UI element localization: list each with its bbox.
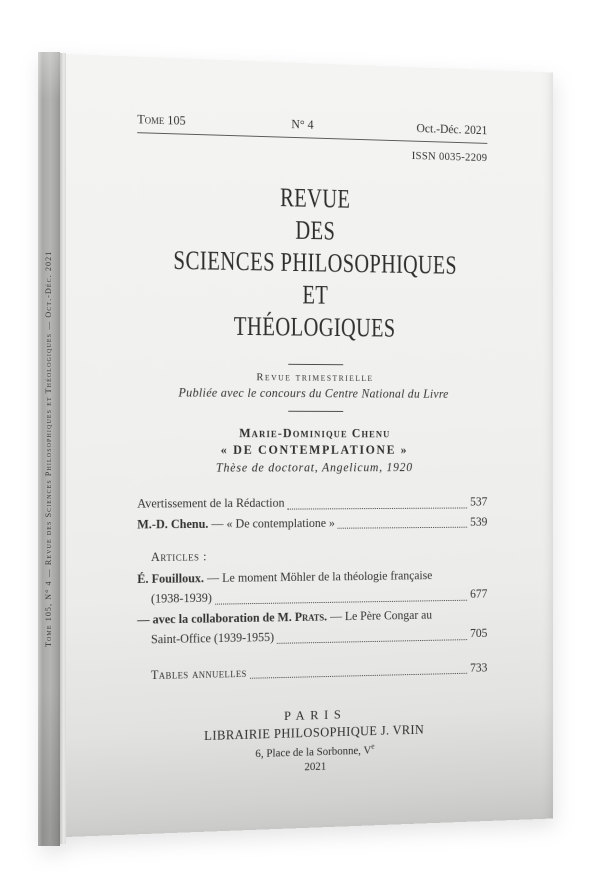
toc-page-number: 677 <box>470 586 488 601</box>
table-of-contents <box>137 492 487 685</box>
tome-label: Tome 105 <box>137 112 186 128</box>
cover-content <box>66 54 553 781</box>
book-spine <box>38 52 60 846</box>
dot-leader <box>215 599 468 604</box>
dossier-title: « DE CONTEMPLATIONE » <box>220 443 409 457</box>
toc-entry-label: É. Fouilloux. — Le moment Möhler de la théologie française <box>137 567 433 586</box>
issue-number: N° 4 <box>291 117 314 132</box>
toc-entry-label: (1938-1939) <box>150 590 212 606</box>
toc-page-number: 705 <box>470 626 488 641</box>
separator-rule <box>288 364 343 365</box>
journal-title <box>137 178 487 345</box>
articles-section-heading: Articles : <box>150 549 208 565</box>
separator-rule <box>288 411 343 412</box>
periodicity-label: Revue trimestrielle <box>256 371 374 384</box>
title-line: DES <box>295 215 336 246</box>
title-line: THÉOLOGIQUES <box>233 311 396 343</box>
toc-page-number: 537 <box>470 494 488 509</box>
front-cover <box>66 54 553 837</box>
imprint-address: 6, Place de la Sorbonne, Ve <box>255 741 375 760</box>
imprint-year: 2021 <box>304 760 327 774</box>
dot-leader <box>338 527 468 529</box>
title-line: REVUE <box>280 182 351 214</box>
dot-leader <box>287 507 467 509</box>
toc-entry-label: Avertissement de la Rédaction <box>137 495 285 511</box>
toc-row <box>137 492 487 514</box>
imprint-block <box>137 703 487 779</box>
dot-leader <box>250 673 468 679</box>
toc-entry-label: Saint-Office (1939-1955) <box>150 630 275 647</box>
dossier-author: Marie-Dominique Chenu <box>239 426 391 441</box>
toc-page-number: 733 <box>470 660 488 675</box>
toc-page-number: 539 <box>470 514 488 529</box>
toc-row <box>137 512 487 535</box>
imprint-city: PARIS <box>284 706 347 723</box>
toc-row-tables <box>137 657 487 685</box>
title-line: ET <box>302 279 329 310</box>
issn-number: ISSN 0035-2209 <box>411 150 488 165</box>
title-line: SCIENCES PHILOSOPHIQUES <box>173 245 457 280</box>
dossier-subtitle: Thèse de doctorat, Angelicum, 1920 <box>215 460 413 475</box>
issue-date: Oct.-Déc. 2021 <box>416 121 488 138</box>
toc-entry-label: M.-D. Chenu. — « De contemplatione » <box>137 515 335 531</box>
toc-entry-label: — avec la collaboration de M. Prats. — Le Père Congar au <box>137 607 433 627</box>
spine-title-text: Tome 105, N° 4 — Revue des Sciences Philosophiques et Théologiques — Oct.-Déc. 2021 <box>44 250 53 648</box>
tables-label: Tables annuelles <box>150 665 247 682</box>
journal-cover-book <box>38 52 578 848</box>
support-note: Publiée avec le concours du Centre National du Livre <box>178 385 449 401</box>
imprint-publisher: LIBRAIRIE PHILOSOPHIQUE J. VRIN <box>204 722 425 743</box>
dot-leader <box>277 639 467 644</box>
dossier-block <box>137 426 487 476</box>
